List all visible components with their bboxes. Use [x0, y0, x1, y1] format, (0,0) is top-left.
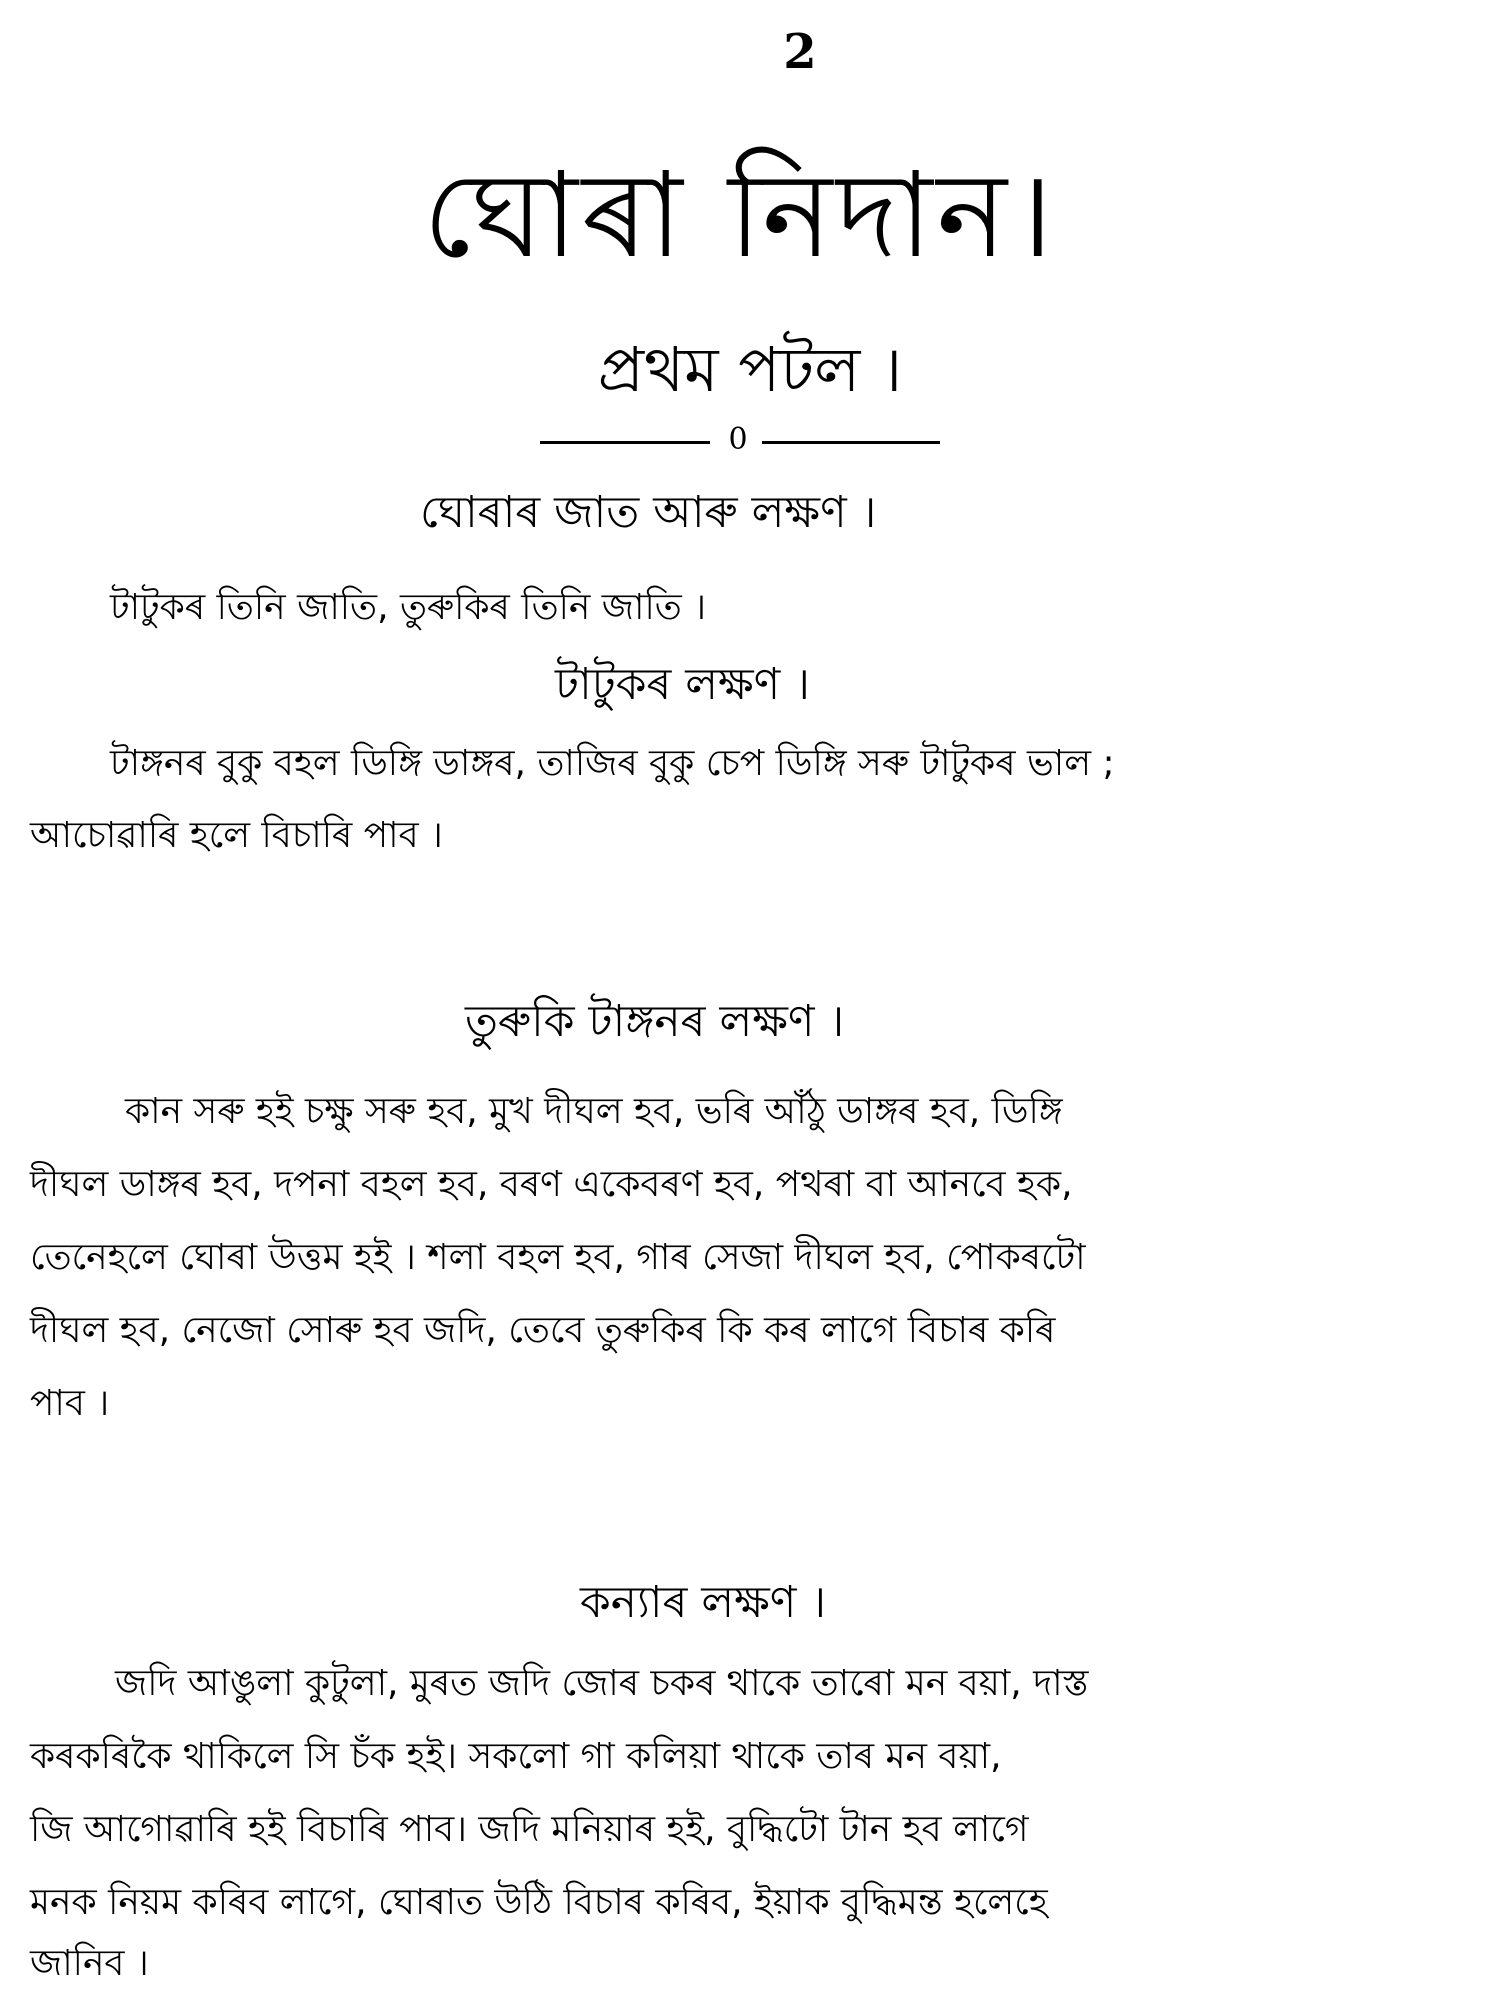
section-heading: টাটুকৰ লক্ষণ ।: [555, 659, 811, 710]
section-divider: [540, 422, 940, 457]
section-heading: কন্যাৰ লক্ষণ ।: [580, 1577, 827, 1628]
section-heading: তুৰুকি টাঙ্গনৰ লক্ষণ ।: [465, 996, 845, 1047]
paragraph-line: দীঘল হব, নেজো সোৰু হব জদি, তেবে তুৰুকিৰ কি কৰ লাগে বিচাৰ কৰি: [30, 1310, 1056, 1351]
divider-mark: 0: [728, 422, 748, 457]
paragraph-line: কান সৰু হই চক্ষু সৰু হব, মুখ দীঘল হব, ভৰি আঁঠু ডাঙ্গৰ হব, ডিঙ্গি: [125, 1091, 1063, 1132]
paragraph-line: আচোৱাৰি হলে বিচাৰি পাব ।: [30, 815, 443, 856]
paragraph-line: তেনেহলে ঘোৰা উত্তম হই । শলা বহল হব, গাৰ সেজা দীঘল হব, পোকৰটো: [30, 1237, 1086, 1278]
paragraph-line: মনক নিয়ম কৰিব লাগে, ঘোৰাত উঠি বিচাৰ কৰিব, ইয়াক বুদ্ধিমন্ত হলেহে: [30, 1882, 1048, 1923]
section-heading: ঘোৰাৰ জাত আৰু লক্ষণ ।: [420, 487, 877, 538]
divider-line-right: [762, 441, 940, 444]
chapter-title: প্ৰথম পটল ।: [597, 333, 903, 406]
paragraph-line: জদি আঙুলা কুটুলা, মুৰত জদি জোৰ চকৰ থাকে তাৰো মন বয়া, দাস্ত: [115, 1663, 1089, 1704]
divider-line-left: [540, 441, 710, 444]
paragraph-line: পাব ।: [30, 1383, 110, 1424]
paragraph-line: টাঙ্গনৰ বুকু বহল ডিঙ্গি ডাঙ্গৰ, তাজিৰ বুকু চেপ ডিঙ্গি সৰু টাটুকৰ ভাল ;: [110, 743, 1115, 784]
paragraph-line: জানিব ।: [30, 1943, 149, 1984]
paragraph-line: টাটুকৰ তিনি জাতি, তুৰুকিৰ তিনি জাতি ।: [110, 587, 707, 628]
paragraph-line: জি আগোৱাৰি হই বিচাৰি পাব। জদি মনিয়াৰ হই, বুদ্ধিটো টান হব লাগে: [30, 1809, 1029, 1850]
paragraph-line: কৰকৰিকৈ থাকিলে সি চঁক হই। সকলো গা কলিয়া থাকে তাৰ মন বয়া,: [30, 1736, 1002, 1777]
page-number: 2: [783, 24, 817, 80]
book-title: ঘোৰা নিদান।: [422, 146, 1058, 284]
paragraph-line: দীঘল ডাঙ্গৰ হব, দপনা বহল হব, বৰণ একেবৰণ হব, পথৰা বা আনবে হক,: [30, 1164, 1073, 1205]
